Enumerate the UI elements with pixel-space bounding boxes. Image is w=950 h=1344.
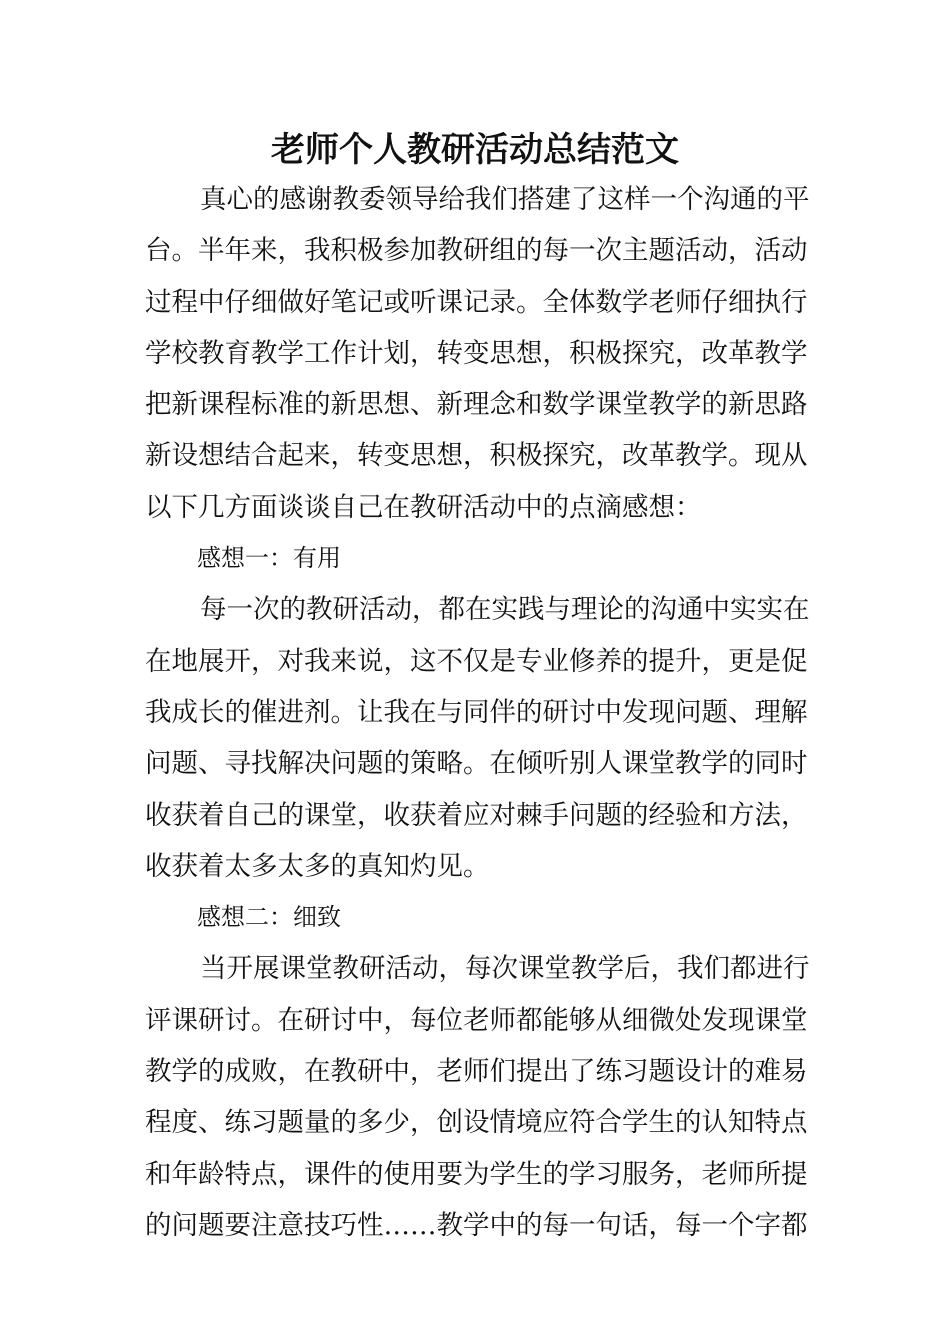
paragraph-line: 把新课程标准的新思想、新理念和数学课堂教学的新思路 bbox=[145, 389, 808, 421]
paragraph-line: 的问题要注意技巧性……教学中的每一句话，每一个字都 bbox=[145, 1209, 808, 1241]
paragraph-line: 新设想结合起来，转变思想，积极探究，改革教学。现从 bbox=[145, 440, 808, 472]
section-heading: 感想二：细致 bbox=[197, 903, 341, 932]
paragraph-line: 真心的感谢教委领导给我们搭建了这样一个沟通的平 bbox=[200, 184, 810, 215]
paragraph-line: 和年龄特点，课件的使用要为学生的学习服务，老师所提 bbox=[145, 1158, 808, 1190]
paragraph-line: 台。半年来，我积极参加教研组的每一次主题活动，活动 bbox=[145, 235, 808, 267]
document-title: 老师个人教研活动总结范文 bbox=[271, 130, 679, 170]
paragraph-line: 我成长的催进剂。让我在与同伴的研讨中发现问题、理解 bbox=[145, 696, 808, 728]
paragraph-line: 问题、寻找解决问题的策略。在倾听别人课堂教学的同时 bbox=[145, 748, 808, 780]
paragraph-line: 程度、练习题量的多少，创设情境应符合学生的认知特点 bbox=[145, 1107, 808, 1139]
document-body bbox=[145, 174, 810, 1251]
paragraph-line: 教学的成败，在教研中，老师们提出了练习题设计的难易 bbox=[145, 1056, 808, 1088]
paragraph-line: 收获着太多太多的真知灼见。 bbox=[145, 850, 490, 882]
paragraph-line: 每一次的教研活动，都在实践与理论的沟通中实实在 bbox=[200, 594, 810, 626]
paragraph-line: 在地展开，对我来说，这不仅是专业修养的提升，更是促 bbox=[145, 645, 808, 677]
paragraph-line: 学校教育教学工作计划，转变思想，积极探究，改革教学 bbox=[145, 337, 808, 369]
paragraph-line: 以下几方面谈谈自己在教研活动中的点滴感想： bbox=[145, 491, 702, 523]
paragraph-line: 过程中仔细做好笔记或听课记录。全体数学老师仔细执行 bbox=[145, 286, 808, 318]
paragraph-line: 当开展课堂教研活动，每次课堂教学后，我们都进行 bbox=[200, 953, 810, 985]
paragraph-line: 评课研讨。在研讨中，每位老师都能够从细微处发现课堂 bbox=[145, 1004, 808, 1036]
section-heading: 感想一：有用 bbox=[197, 544, 341, 573]
paragraph-line: 收获着自己的课堂，收获着应对棘手问题的经验和方法， bbox=[145, 799, 808, 831]
